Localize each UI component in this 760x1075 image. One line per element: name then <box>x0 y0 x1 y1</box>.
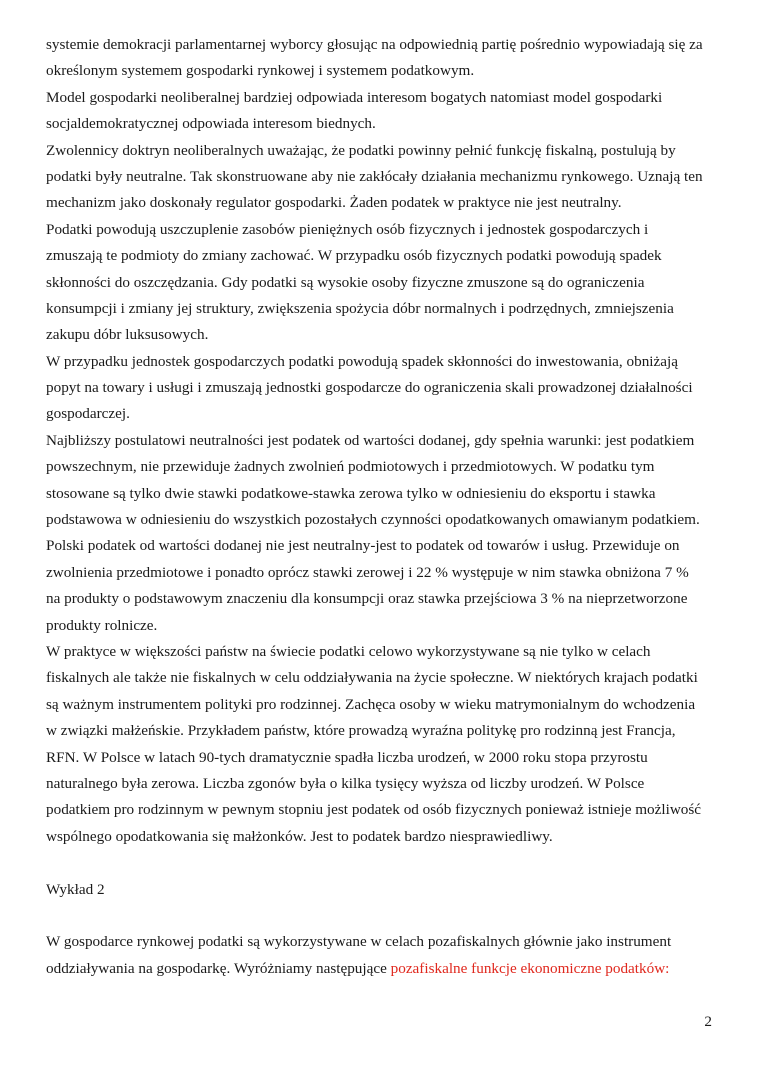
paragraph-line: W praktyce w większości państw na świecie podatki celowo wykorzystywane są nie tylko w celach <box>46 642 651 660</box>
paragraph-line: na produkty o podstawowym znaczeniu dla konsumpcji oraz stawka przejściowa 3 % na nieprzetworzone <box>46 590 688 608</box>
paragraph <box>46 85 718 138</box>
paragraph-line: socjaldemokratycznej odpowiada interesom biednych. <box>46 115 376 133</box>
final-paragraph-text: oddziaływania na gospodarkę. Wyróżniamy następujące <box>46 959 391 977</box>
paragraph-line: są ważnym instrumentem polityki pro rodzinnej. Zachęca osoby w wieku matrymonialnym do wchodzenia <box>46 695 696 713</box>
paragraph-line: podstawowa w odniesieniu do wszystkich pozostałych czynności opodatkowanych omawianym podatkiem. <box>46 511 700 529</box>
paragraph-line: wspólnego opodatkowania się małżonków. Jest to podatek bardzo niesprawiedliwy. <box>46 827 553 845</box>
paragraph-line: mechanizm jako doskonały regulator gospodarki. Żaden podatek w praktyce nie jest neutralny. <box>46 194 622 212</box>
paragraph-list <box>46 32 718 850</box>
section-heading: Wykład 2 <box>46 880 105 898</box>
paragraph-line: W przypadku jednostek gospodarczych podatki powodują spadek skłonności do inwestowania, obniżają <box>46 352 678 370</box>
paragraph-line: stosowane są tylko dwie stawki podatkowe-stawka zerowa tylko w odniesieniu do eksportu i stawka <box>46 484 656 502</box>
blank-line <box>46 850 718 876</box>
paragraph-line: Model gospodarki neoliberalnej bardziej odpowiada interesom bogatych natomiast model gospodarki <box>46 88 663 106</box>
paragraph <box>46 349 718 428</box>
paragraph-line: naturalnego była zerowa. Liczba zgonów była o kilka tysięcy wyższa od liczby urodzeń. W Polsce <box>46 774 645 792</box>
highlighted-phrase: pozafiskalne funkcje ekonomiczne podatków: <box>390 959 670 977</box>
paragraph-line: zmuszają te podmioty do zmiany zachować. W przypadku osób fizycznych podatki powodują spadek <box>46 247 662 265</box>
paragraph-line: produkty rolnicze. <box>46 616 158 634</box>
paragraph-line: podatkiem pro rodzinnym w pewnym stopniu jest podatek od osób fizycznych ponieważ istnieje możliwość <box>46 801 702 819</box>
paragraph <box>46 138 718 217</box>
paragraph-line: konsumpcji i zmiany jej struktury, zwiększenia spożycia dóbr normalnych i podrzędnych, zmniejszenia <box>46 299 674 317</box>
paragraph-line: systemie demokracji parlamentarnej wyborcy głosując na odpowiednią partię pośrednio wypowiadają się za <box>46 36 703 53</box>
paragraph-line: Zwolennicy doktryn neoliberalnych uważając, że podatki powinny pełnić funkcję fiskalną, postulują by <box>46 141 676 159</box>
paragraph-line: określonym systemem gospodarki rynkowej i systemem podatkowym. <box>46 62 475 80</box>
final-paragraph <box>46 929 718 982</box>
paragraph-line: powszechnym, nie przewiduje żadnych zwolnień podmiotowych i przedmiotowych. W podatku tym <box>46 458 655 476</box>
final-paragraph-line <box>46 956 718 982</box>
paragraph-line: zakupu dóbr luksusowych. <box>46 326 209 344</box>
document-body <box>46 32 718 982</box>
paragraph-line: Najbliższy postulatowi neutralności jest podatek od wartości dodanej, gdy spełnia warunki: jest podatkiem <box>46 431 695 449</box>
paragraph-line: podatki były neutralne. Tak skonstruowane aby nie zakłócały działania mechanizmu rynkowego. Uznają ten <box>46 167 703 185</box>
paragraph-line: popyt na towary i usługi i zmuszają jednostki gospodarcze do ograniczenia skali prowadzonej działalności <box>46 379 693 397</box>
final-paragraph-line: W gospodarce rynkowej podatki są wykorzystywane w celach pozafiskalnych głównie jako instrument <box>46 933 672 951</box>
paragraph <box>46 428 718 639</box>
paragraph-line: w związki małżeńskie. Przykładem państw, które prowadzą wyraźna politykę pro rodzinną jest Francja, <box>46 722 676 740</box>
paragraph <box>46 32 718 85</box>
paragraph-line: fiskalnych ale także nie fiskalnych w celu oddziaływania na życie społeczne. W niektórych krajach podatki <box>46 669 698 687</box>
paragraph-line: gospodarczej. <box>46 405 130 423</box>
page-number: 2 <box>704 1013 712 1030</box>
paragraph-line: zwolnienia przedmiotowe i ponadto oprócz stawki zerowej i 22 % występuje w nim stawka obniżona 7 % <box>46 563 689 581</box>
paragraph <box>46 217 718 349</box>
paragraph-line: Polski podatek od wartości dodanej nie jest neutralny-jest to podatek od towarów i usług. Przewiduje on <box>46 537 680 555</box>
paragraph <box>46 639 718 850</box>
paragraph-line: skłonności do oszczędzania. Gdy podatki są wysokie osoby fizyczne zmuszone są do ograniczenia <box>46 273 645 291</box>
blank-line <box>46 903 718 929</box>
paragraph-line: RFN. W Polsce w latach 90-tych dramatycznie spadła liczba urodzeń, w 2000 roku stopa przyrostu <box>46 748 648 766</box>
paragraph-line: Podatki powodują uszczuplenie zasobów pieniężnych osób fizycznych i jednostek gospodarczych i <box>46 220 649 238</box>
